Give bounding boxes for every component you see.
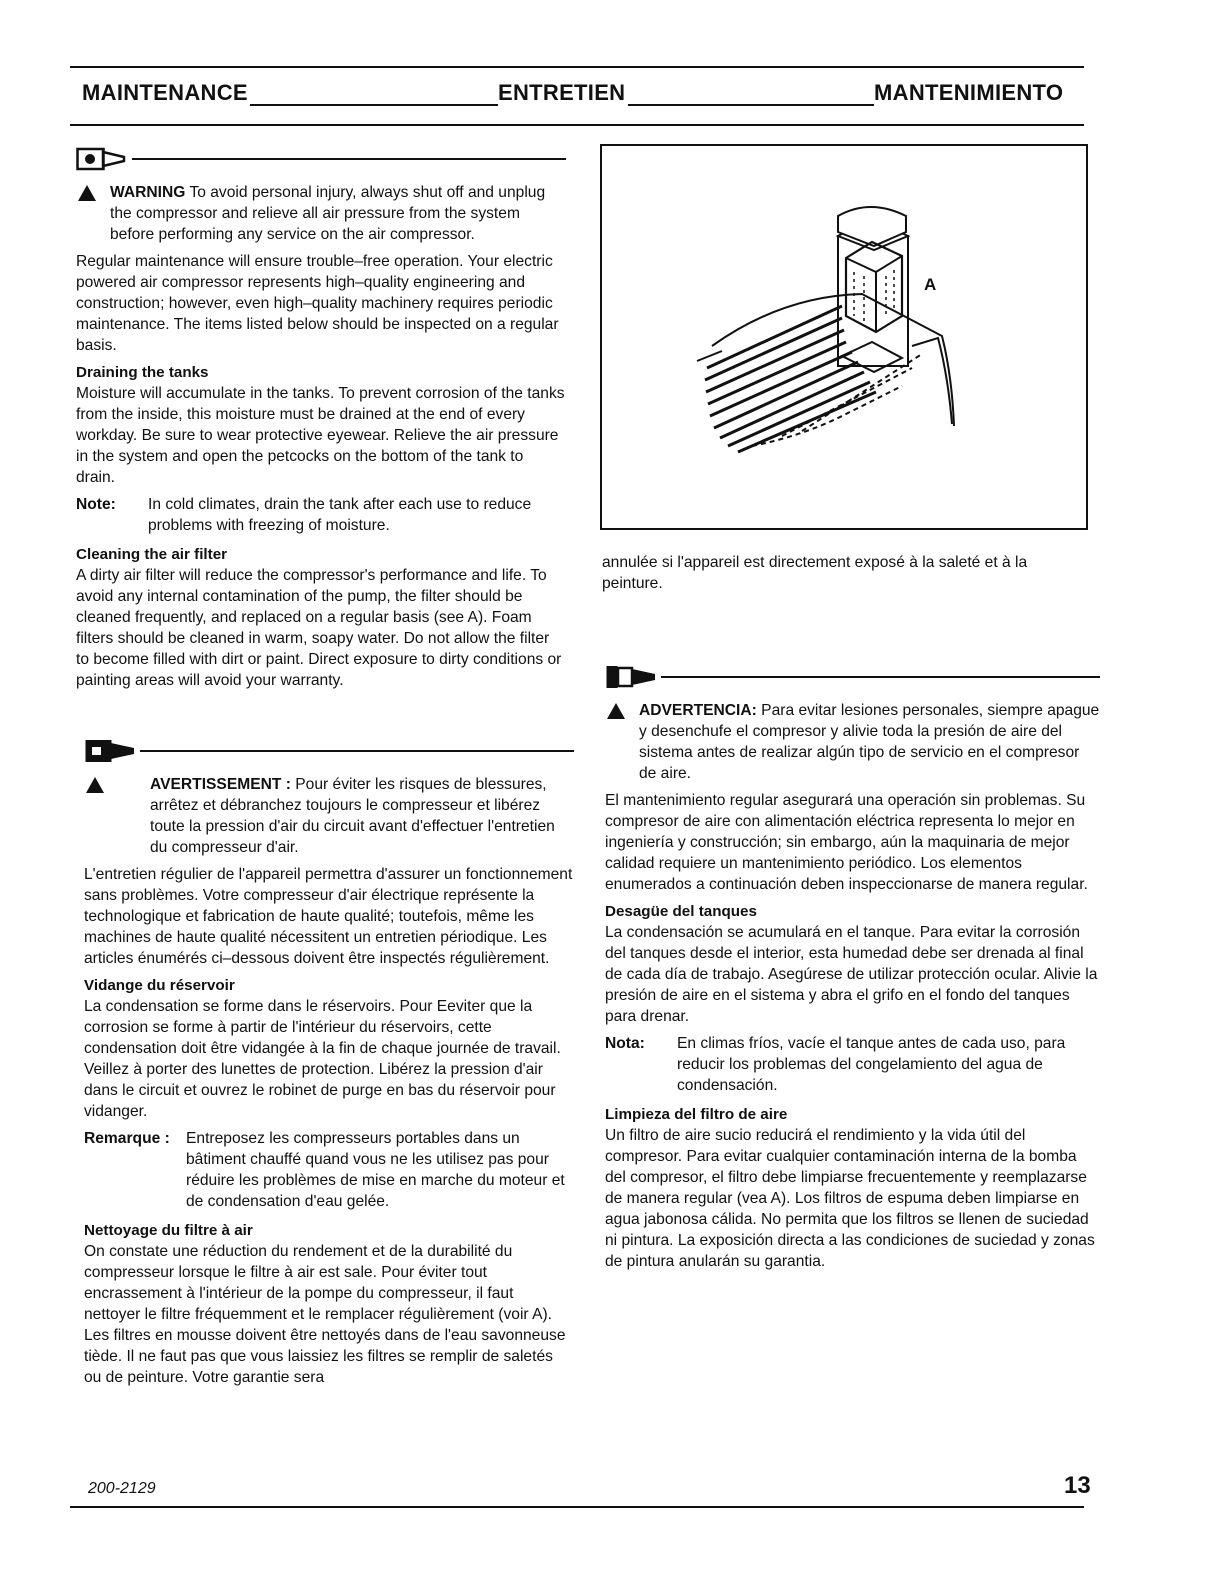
warning-triangle-icon (78, 185, 96, 201)
english-drain-text: Moisture will accumulate in the tanks. To prevent corrosion of the tanks from the inside, this moisture must be drained at the end of every workday. Be sure to wear protective eyewear. Relieve the air pressure in the system and open the petcocks on the bottom of the tank to drain. (76, 385, 565, 486)
french-drain-title: Vidange du réservoir (84, 977, 235, 994)
spanish-flag-icon (605, 664, 657, 690)
spanish-marker-rule (661, 676, 1100, 678)
spanish-drain-text: La condensación se acumulará en el tanque. Para evitar la corrosión del tanques desde el interior, esta humedad debe ser drenada al final de cada día de trabajo. Asegúrese de utilizar protección ocular. Alivie la presión de aire en el sistema y abra el grifo en el fondo del tanques para drenar. (605, 924, 1098, 1025)
header-top-rule (70, 66, 1084, 68)
footer-doc-number: 200-2129 (88, 1480, 156, 1497)
spanish-note-text: En climas fríos, vacíe el tanque antes de cada uso, para reducir los problemas del congelamiento del agua de condensación. (677, 1035, 1066, 1094)
english-warning-text: To avoid personal injury, always shut off and unplug the compressor and relieve all air pressure from the system before performing any service on the air compressor. (110, 184, 546, 243)
french-drain-text: La condensation se forme dans le réservoirs. Pour Eeviter que la corrosion se forme à partir de l'intérieur du réservoirs, cette condensation doit être vidangée à la fin de chaque journée de travail. Veillez à porter des lunettes de protection. Libérez la pression d'air dans le circuit et ouvrez le robinet de purge en bas du réservoir pour vidanger. (84, 998, 561, 1120)
spanish-language-marker (605, 664, 1100, 690)
english-note-text: In cold climates, drain the tank after each use to reduce problems with freezing of moisture. (148, 496, 532, 534)
french-note (84, 1128, 574, 1212)
header-underline-1 (250, 104, 498, 106)
french-marker-rule (140, 750, 574, 752)
spanish-intro: El mantenimiento regular asegurará una operación sin problemas. Su compresor de aire con alimentación eléctrica representa lo mejor en ingeniería y construcción; sin embargo, aún la maquinaria de mejor calidad requiere un mantenimiento periódico. Los elementos enumerados a continuación deben inspeccionarse de manera regular. (605, 792, 1088, 893)
header-mantenimiento: MANTENIMIENTO (874, 80, 1064, 105)
french-intro: L'entretien régulier de l'appareil permettra d'assurer un fonctionnement sans problèmes. Votre compresseur d'air électrique représente la technologique et fabrication de haute qualité; toutefois, même les machines de haute qualité nécessitent un entretien périodique. Les articles énumérés ci–dessous doivent être inspectés régulièrement. (84, 866, 573, 967)
english-intro: Regular maintenance will ensure trouble–free operation. Your electric powered air compressor represents high–quality engineering and construction; however, even high–quality machinery requires periodic maintenance. The items listed below should be inspected on a regular basis. (76, 253, 559, 354)
english-section (76, 146, 566, 697)
english-flag-icon (76, 146, 128, 172)
english-marker-rule (132, 158, 566, 160)
english-language-marker (76, 146, 566, 172)
header-entretien: ENTRETIEN (498, 80, 626, 105)
french-warning-text: Pour éviter les risques de blessures, arrêtez et débranchez toujours le compresseur et libérez toute la pression d'air du circuit avant d'effectuer l'entretien du compresseur d'air. (150, 776, 555, 856)
english-drain-title: Draining the tanks (76, 364, 209, 381)
french-flag-icon (84, 738, 136, 764)
spanish-warning (605, 700, 1100, 784)
footer-page-number: 13 (1064, 1472, 1091, 1499)
filter-figure (600, 144, 1088, 530)
french-filter-continuation: annulée si l'appareil est directement exposé à la saleté et à la peinture. (602, 554, 1028, 592)
spanish-note (605, 1033, 1100, 1096)
french-note-text: Entreposez les compresseurs portables dans un bâtiment chauffé quand vous ne les utilisez pas pour réduire les problèmes de mise en marche du moteur et de condensation d'eau gelée. (186, 1130, 565, 1210)
english-filter-text: A dirty air filter will reduce the compressor's performance and life. To avoid any internal contamination of the pump, the filter should be cleaned frequently, and replaced on a regular basis (see A). Foam filters should be cleaned in warm, soapy water. Do not allow the filter to become filled with dirt or paint. Direct exposure to dirty conditions or painting areas will avoid your warranty. (76, 567, 562, 689)
warning-triangle-icon (607, 703, 625, 719)
figure-label-a: A (924, 275, 937, 294)
warning-triangle-icon (86, 777, 104, 793)
english-note (76, 494, 566, 536)
header-underline-2 (628, 104, 874, 106)
french-warning-label: AVERTISSEMENT : (150, 776, 291, 793)
spanish-note-label: Nota: (605, 1035, 645, 1052)
spanish-section (605, 664, 1100, 1278)
french-filter-text: On constate une réduction du rendement et de la durabilité du compresseur lorsque le filtre à air est sale. Pour éviter tout encrassement à l'intérieur de la pompe du compresseur, il faut nettoyer le filtre fréquemment et le remplacer régulièrement (voir A). Les filtres en mousse doivent être nettoyés dans de l'eau savonneuse tiède. Il ne faut pas que vous laissiez les filtres se remplir de saletés ou de peinture. Votre garantie sera (84, 1243, 566, 1386)
english-filter-title: Cleaning the air filter (76, 546, 228, 563)
footer-rule (70, 1506, 1084, 1508)
header-bottom-rule (70, 124, 1084, 126)
spanish-filter-title: Limpieza del filtro de aire (605, 1106, 788, 1123)
header-maintenance: MAINTENANCE (82, 80, 248, 105)
english-warning (76, 182, 566, 245)
spanish-warning-text: Para evitar lesiones personales, siempre apague y desenchufe el compresor y alivie toda la presión de aire del sistema antes de realizar algún tipo de servicio en el compresor de aire. (639, 702, 1100, 782)
french-warning (84, 774, 574, 858)
air-filter-illustration (602, 146, 1086, 528)
english-note-label: Note: (76, 496, 116, 513)
french-language-marker (84, 738, 574, 764)
french-filter-title: Nettoyage du filtre à air (84, 1222, 253, 1239)
spanish-warning-label: ADVERTENCIA: (639, 702, 757, 719)
french-section (84, 738, 574, 1394)
spanish-drain-title: Desagüe del tanques (605, 903, 757, 920)
english-warning-label: WARNING (110, 184, 186, 201)
spanish-filter-text: Un filtro de aire sucio reducirá el rendimiento y la vida útil del compresor. Para evitar cualquier contaminación interna de la bomba del compresor, el filtro debe limpiarse frecuentemente y reemplazarse de manera regular (vea A). Los filtros de espuma deben limpiarse en agua jabonosa cálida. No permita que los filtros se llenen de suciedad ni pintura. La exposición directa a las condiciones de suciedad y zonas de pintura anularán su garantia. (605, 1127, 1095, 1270)
french-note-label: Remarque : (84, 1130, 170, 1147)
